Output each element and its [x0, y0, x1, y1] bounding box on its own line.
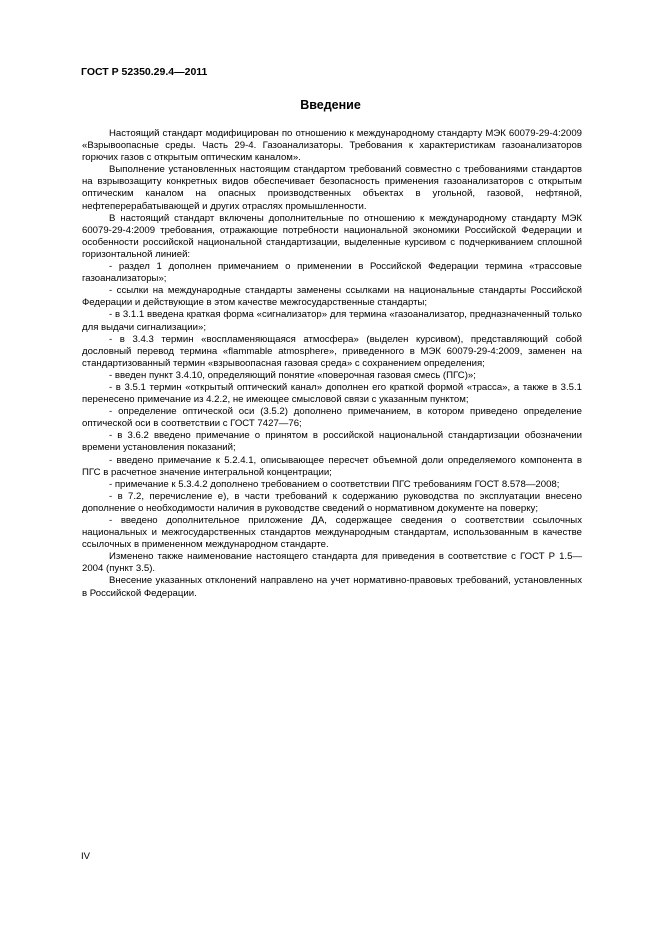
list-item: - ссылки на международные стандарты заменены ссылками на национальные стандарты Российской Федерации и действующие в этом качестве межгосударственные стандарты;	[82, 285, 582, 309]
paragraph: Внесение указанных отклонений направлено на учет нормативно-правовых требований, установленных в Российской Федерации.	[82, 575, 582, 599]
list-item: - в 3.5.1 термин «открытый оптический канал» дополнен его краткой формой «трасса», а также в 3.5.1 перенесено примечание из 4.2.2, не имеющее смысловой связи с указанным пунктом;	[82, 381, 582, 406]
list-item: - в 3.1.1 введена краткая форма «сигнализатор» для термина «газоанализатор, предназначенный только для выдачи сигнализации»;	[82, 309, 582, 333]
list-item: - введен пункт 3.4.10, определяющий понятие «поверочная газовая смесь (ПГС)»;	[109, 369, 476, 381]
list-item: - в 3.4.3 термин «воспламеняющаяся атмосфера» (выделен курсивом), представляющий собой дословный перевод термина «flammable atmosphere», приведенного в МЭК 60079-29-4:2009, заменен на стандартизованный термин «взрывоопасная газовая среда» с сохранением определения;	[82, 333, 582, 369]
list-item: - в 3.6.2 введено примечание о принятом в российской национальной стандартизации обозначении времени установления показаний;	[82, 430, 582, 454]
list-item: - введено примечание к 5.2.4.1, описывающее пересчет объемной доли определяемого компонента в ПГС в расчетное значение интегральной концентрации;	[82, 454, 582, 478]
page-number: IV	[81, 851, 91, 862]
list-item: - в 7.2, перечисление е), в части требований к содержанию руководства по эксплуатации внесено дополнение о необходимости наличия в руководстве сведений о нормативном документе на поверку;	[82, 490, 582, 514]
paragraph: Изменено также наименование настоящего стандарта для приведения в соответствие с ГОСТ Р 1.5—2004 (пункт 3.5).	[82, 551, 582, 575]
paragraph: В настоящий стандарт включены дополнительные по отношению к международному стандарту МЭК 60079-29-4:2009 требования, отражающие потребности национальной экономики Российской Федерации и особенности российской национальной стандартизации, выделенные курсивом с подчеркиванием сплошной горизонтальной линией:	[82, 212, 582, 260]
list-item: - примечание к 5.3.4.2 дополнено требованием о соответствии ПГС требованиям ГОСТ 8.578—2008;	[109, 478, 560, 490]
list-item: - раздел 1 дополнен примечанием о применении в Российской Федерации термина «трассовые газоанализаторы»;	[82, 261, 582, 285]
paragraph: Настоящий стандарт модифицирован по отношению к международному стандарту МЭК 60079-29-4:2009 «Взрывоопасные среды. Часть 29-4. Газоанализаторы. Требования к характеристикам газоанализаторов горючих газов с открытым оптическим каналом».	[82, 128, 582, 164]
document-code: ГОСТ Р 52350.29.4—2011	[81, 66, 208, 78]
paragraph: Выполнение установленных настоящим стандартом требований совместно с требованиями стандартов на взрывозащиту конкретных видов обеспечивает безопасность применения газоанализаторов с открытым оптическим каналом на опасных производственных объектах в угольной, газовой, нефтяной, нефтеперерабатывающей и других отраслях промышленности.	[82, 164, 582, 212]
list-item: - определение оптической оси (3.5.2) дополнено примечанием, в котором приведено определение оптической оси в соответствии с ГОСТ 7427—76;	[82, 406, 582, 430]
list-item: - введено дополнительное приложение ДА, содержащее сведения о соответствии ссылочных национальных и межгосударственных стандартов международным стандартам, использованным в качестве ссылочных в примененном международном стандарте.	[82, 515, 582, 551]
body-text	[82, 128, 582, 600]
page-title: Введение	[300, 98, 361, 112]
